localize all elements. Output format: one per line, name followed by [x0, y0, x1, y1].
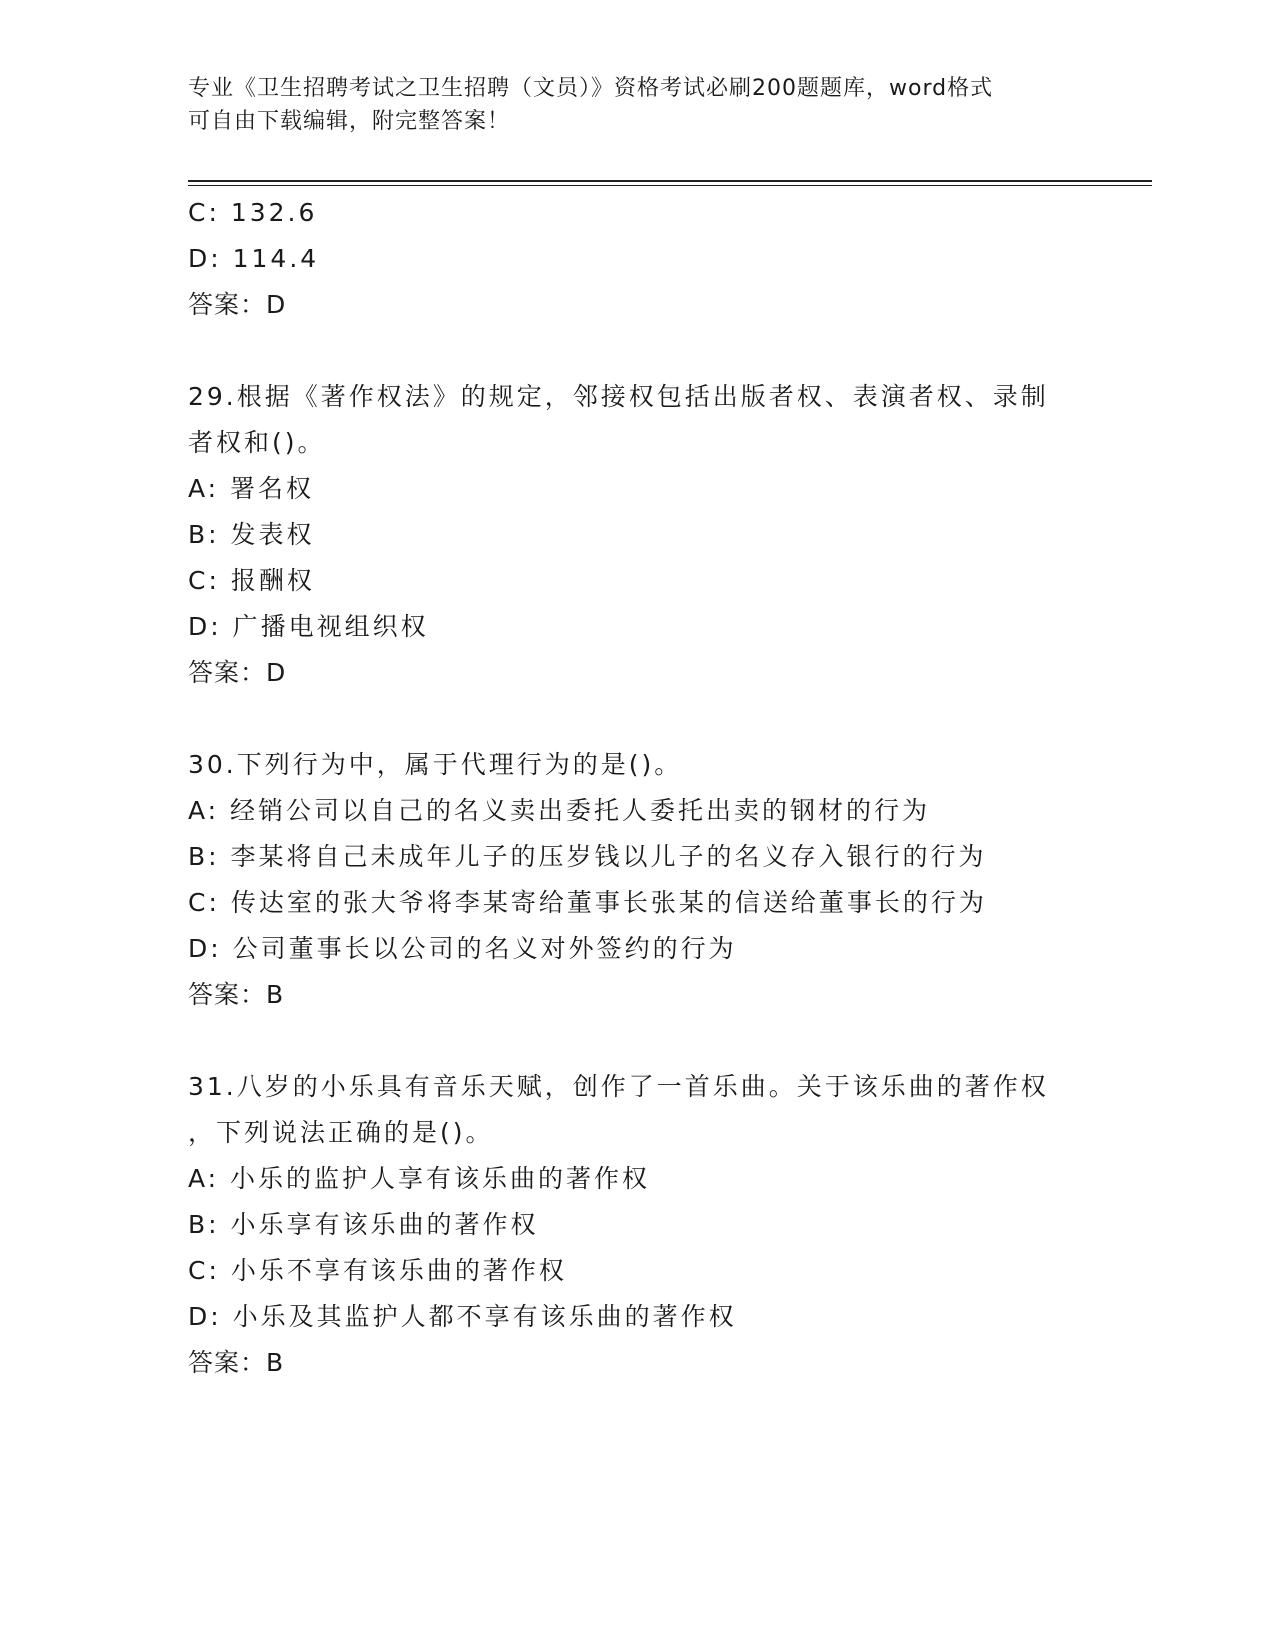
answer: 答案：B: [188, 1348, 285, 1377]
option-c: C: 报酬权: [188, 566, 315, 595]
question-31: [188, 1064, 1088, 1386]
option-a: A: 经销公司以自己的名义卖出委托人委托出卖的钢材的行为: [188, 796, 931, 825]
header-title-line-2: 可自由下载编辑，附完整答案！: [188, 109, 511, 134]
option-a: A: 小乐的监护人享有该乐曲的著作权: [188, 1164, 651, 1193]
option-b: B: 发表权: [188, 520, 315, 549]
option-d: D: 广播电视组织权: [188, 612, 429, 641]
option-c: C: 小乐不享有该乐曲的著作权: [188, 1256, 567, 1285]
question-stem-line-1: 31.八岁的小乐具有音乐天赋，创作了一首乐曲。关于该乐曲的著作权: [188, 1072, 1049, 1101]
option-c: C: 132.6: [188, 198, 318, 227]
question-30: [188, 742, 1088, 1018]
question-list: [188, 190, 1088, 1386]
option-b: B: 李某将自己未成年儿子的压岁钱以儿子的名义存入银行的行为: [188, 842, 987, 871]
option-d: D: 公司董事长以公司的名义对外签约的行为: [188, 934, 737, 963]
answer: 答案：D: [188, 658, 287, 687]
question-29: [188, 374, 1088, 696]
option-a: A: 署名权: [188, 474, 315, 503]
header-divider-thin: [188, 185, 1152, 186]
question-28-tail: [188, 190, 1088, 328]
question-stem-line-2: ，下列说法正确的是()。: [188, 1118, 494, 1147]
header-divider-thick: [188, 180, 1152, 182]
header-title-line-1: 专业《卫生招聘考试之卫生招聘（文员）》资格考试必刷200题题库，word格式: [188, 76, 994, 101]
question-stem-line-1: 30.下列行为中，属于代理行为的是()。: [188, 750, 683, 779]
option-b: B: 小乐享有该乐曲的著作权: [188, 1210, 539, 1239]
option-d: D: 114.4: [188, 244, 320, 273]
option-d: D: 小乐及其监护人都不享有该乐曲的著作权: [188, 1302, 737, 1331]
question-stem-line-2: 者权和()。: [188, 428, 326, 457]
option-c: C: 传达室的张大爷将李某寄给董事长张某的信送给董事长的行为: [188, 888, 987, 917]
answer: 答案：B: [188, 980, 285, 1009]
document-header: [188, 72, 1088, 138]
answer: 答案：D: [188, 290, 287, 319]
question-stem-line-1: 29.根据《著作权法》的规定，邻接权包括出版者权、表演者权、录制: [188, 382, 1049, 411]
